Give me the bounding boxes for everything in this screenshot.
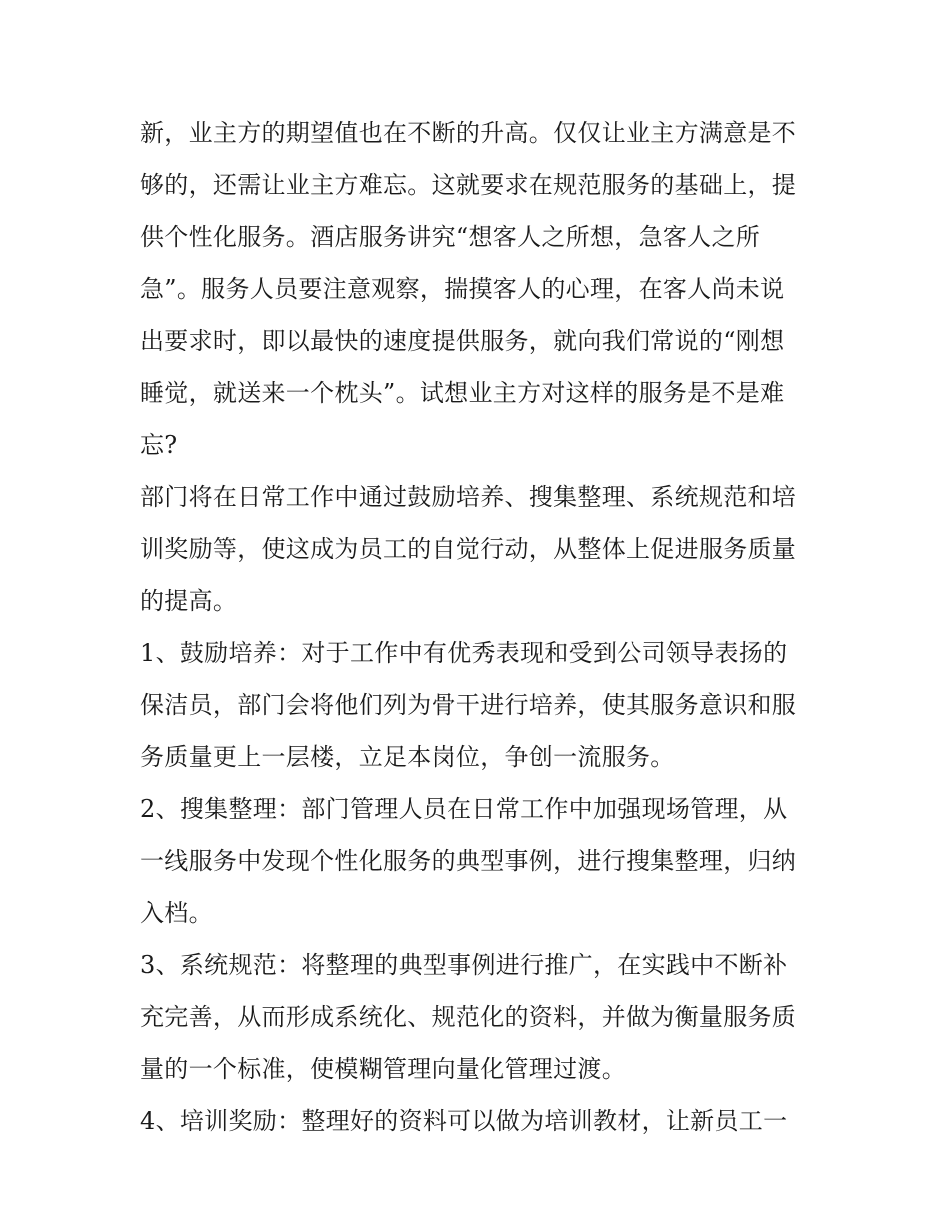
document-body [140, 107, 820, 1147]
text-line: 量的一个标准，使模糊管理向量化管理过渡。 [140, 1055, 626, 1083]
text-line: 够的，还需让业主方难忘。这就要求在规范服务的基础上，提 [140, 171, 797, 199]
text-line: 3、系统规范：将整理的典型事例进行推广，在实践中不断补 [140, 951, 788, 979]
text-line: 1、鼓励培养：对于工作中有优秀表现和受到公司领导表扬的 [140, 639, 788, 667]
text-line: 供个性化服务。酒店服务讲究“想客人之所想，急客人之所 [140, 223, 761, 251]
text-line: 4、培训奖励：整理好的资料可以做为培训教材，让新员工一 [140, 1107, 788, 1135]
text-line: 出要求时，即以最快的速度提供服务，就向我们常说的“刚想 [140, 327, 785, 355]
text-line: 一线服务中发现个性化服务的典型事例，进行搜集整理，归纳 [140, 847, 797, 875]
text-line: 务质量更上一层楼，立足本岗位，争创一流服务。 [140, 743, 675, 771]
text-line: 部门将在日常工作中通过鼓励培养、搜集整理、系统规范和培 [140, 483, 797, 511]
text-line: 急”。服务人员要注意观察，揣摸客人的心理，在客人尚未说 [140, 275, 785, 303]
text-line: 训奖励等，使这成为员工的自觉行动，从整体上促进服务质量 [140, 535, 797, 563]
text-line: 入档。 [140, 899, 213, 927]
text-line: 2、搜集整理：部门管理人员在日常工作中加强现场管理，从 [140, 795, 788, 823]
text-line: 新，业主方的期望值也在不断的升高。仅仅让业主方满意是不 [140, 119, 797, 147]
text-line: 保洁员，部门会将他们列为骨干进行培养，使其服务意识和服 [140, 691, 797, 719]
text-line: 睡觉，就送来一个枕头”。试想业主方对这样的服务是不是难 [140, 379, 785, 407]
text-line: 充完善，从而形成系统化、规范化的资料，并做为衡量服务质 [140, 1003, 797, 1031]
text-line: 的提高。 [140, 587, 238, 615]
text-line: 忘? [140, 431, 178, 459]
